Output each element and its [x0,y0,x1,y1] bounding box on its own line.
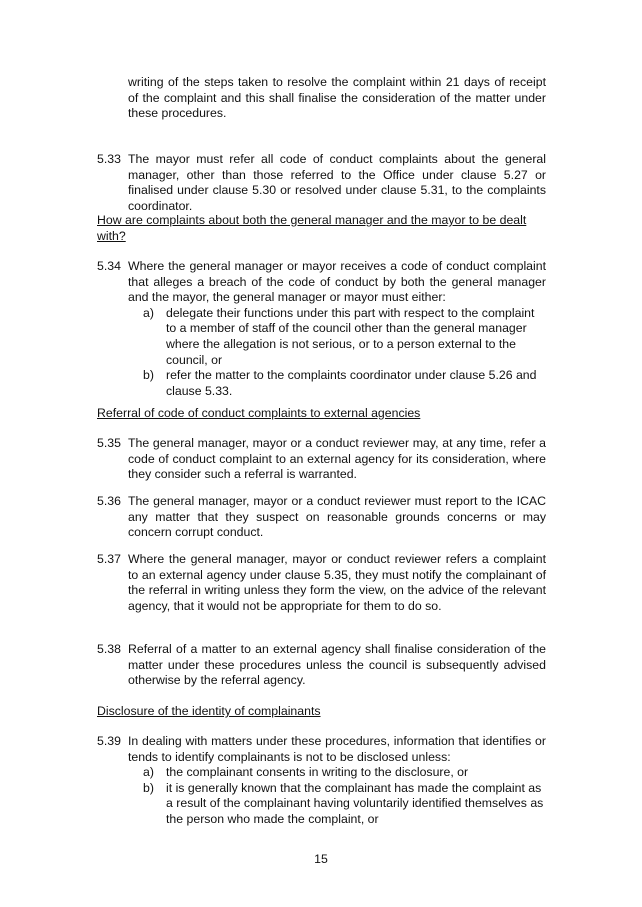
clause-number: 5.36 [97,494,121,508]
list-item [143,781,546,828]
list-item [143,765,546,781]
list-item-text: refer the matter to the complaints coordinator under clause 5.26 and clause 5.33. [166,368,537,398]
clause-text: Where the general manager or mayor receives a code of conduct complaint that alleges a breach of the code of conduct by both the general manager and the mayor, the general manager or mayor must either: [128,259,546,305]
clause-5-34 [97,259,546,399]
clause-text: Referral of a matter to an external agency shall finalise consideration of the matter under these procedures unless the council is subsequently advised otherwise by the referral agency. [128,642,546,688]
clause-list [143,306,546,400]
list-letter: a) [143,765,154,780]
list-letter: a) [143,305,154,320]
clause-number: 5.38 [97,642,121,656]
clause-number: 5.37 [97,552,121,566]
list-item-text: delegate their functions under this part with respect to the complaint to a member of staff of the council other than the general manager where the allegation is not serious, or to a person external to the council, or [166,305,535,367]
clause-text: Where the general manager, mayor or conduct reviewer refers a complaint to an external agency under clause 5.35, they must notify the complainant of the referral in writing unless they form the view, on the advice of the relevant agency, that it would not be appropriate for them to do so. [128,552,546,613]
list-letter: b) [143,780,154,795]
clause-number: 5.33 [97,152,121,166]
clause-list [143,765,546,827]
clause-text: The general manager, mayor or a conduct reviewer may, at any time, refer a code of conduct complaint to an external agency for its consideration, where they consider such a referral is warranted. [128,436,546,482]
section-heading-external: Referral of code of conduct complaints to external agencies [97,406,421,420]
list-item-text: the complainant consents in writing to the disclosure, or [166,765,469,780]
clause-number: 5.39 [97,734,121,748]
clause-text: The mayor must refer all code of conduct complaints about the general manager, other than those referred to the Office under clause 5.27 or finalised under clause 5.30 or resolved under clause 5.31, to the complaints coordinator. [128,152,546,213]
continuation-paragraph: writing of the steps taken to resolve the complaint within 21 days of receipt of the complaint and this shall finalise the consideration of the matter under these procedures. [128,75,546,121]
clause-text: The general manager, mayor or a conduct reviewer must report to the ICAC any matter that they suspect on reasonable grounds concerns or may concern corrupt conduct. [128,494,546,540]
list-item-text: it is generally known that the complainant has made the complaint as a result of the complainant having voluntarily identified themselves as the person who made the complaint, or [166,780,544,826]
clause-5-35 [97,436,546,483]
clause-text: In dealing with matters under these procedures, information that identifies or tends to identify complainants is not to be disclosed unless: [128,734,546,764]
clause-5-38 [97,642,546,689]
clause-number: 5.34 [97,259,121,273]
section-heading-disclosure: Disclosure of the identity of complainants [97,704,321,718]
list-item [143,368,546,399]
list-item [143,306,546,368]
section-heading-both: How are complaints about both the general manager and the mayor to be dealt with? [97,213,527,243]
clause-number: 5.35 [97,436,121,450]
clause-5-39 [97,734,546,828]
list-letter: b) [143,368,154,383]
clause-5-33 [97,152,546,214]
clause-5-37 [97,552,546,614]
page-number: 15 [314,852,328,866]
clause-5-36 [97,494,546,541]
